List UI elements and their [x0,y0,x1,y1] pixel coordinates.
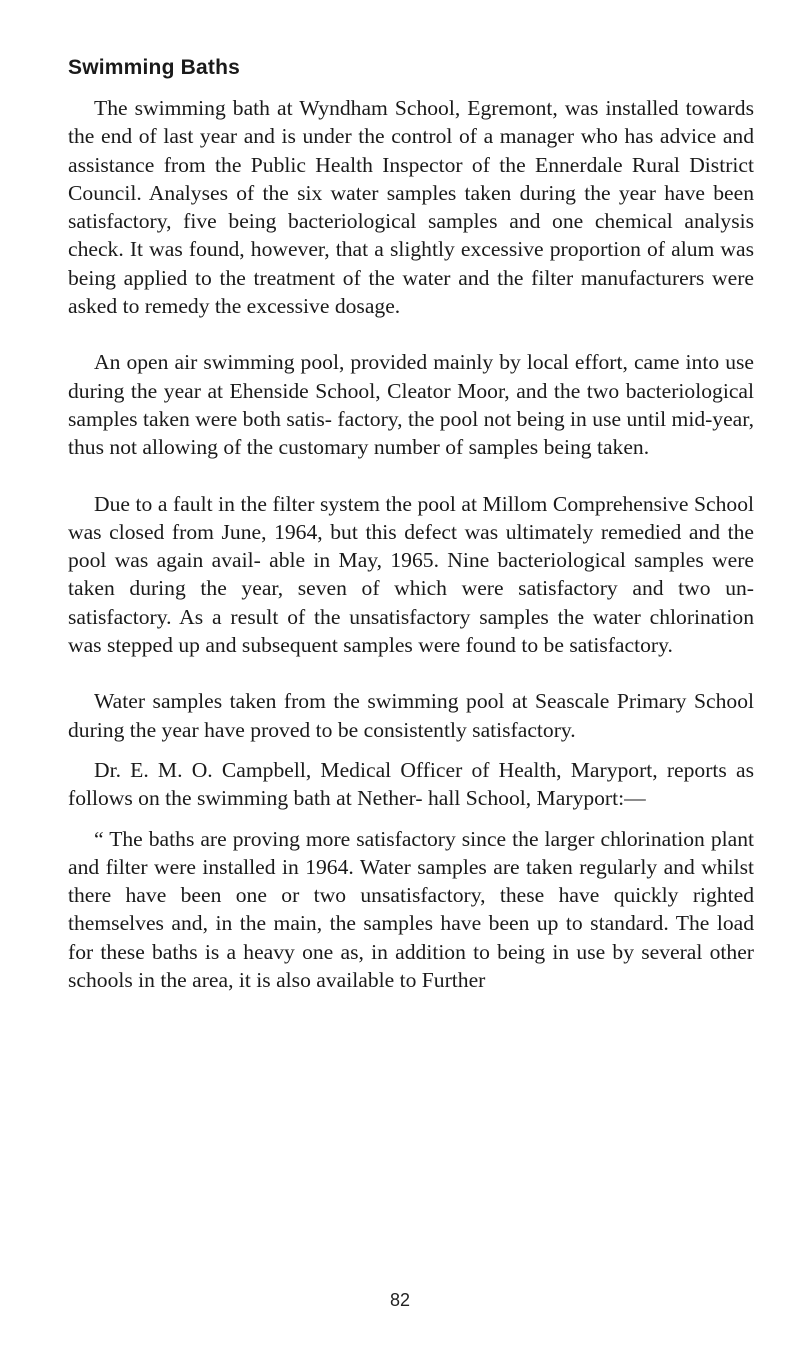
paragraph-quote: “ The baths are proving more satisfactory since the larger chlorination plant and filter were installed in 1964. Water samples are taken regularly and whilst there have been one or two unsatisfactory, these have quickly righted themselves and, in the main, the samples have been up to standard. The load for these baths is a heavy one as, in addition to being in use by several other schools in the area, it is also available to Further [68,826,754,993]
paragraph-ehenside: An open air swimming pool, provided mainly by local effort, came into use during the year at Ehenside School, Cleator Moor, and the two bacteriological samples taken were both satis- factory, the pool not being in use until mid-year, thus not allowing of the customary number of samples being taken. [68,350,754,460]
document-page [68,56,754,1022]
page-number: 82 [389,1290,411,1310]
paragraph-millom: Due to a fault in the filter system the pool at Millom Comprehensive School was closed from June, 1964, but this defect was ultimately remedied and the pool was again avail- able in May, 1965. Nine bacteriological samples were taken during the year, seven of which were satisfactory and two un- satisfactory. As a result of the unsatisfactory samples the water chlorination was stepped up and subsequent samples were found to be satisfactory. [68,491,754,658]
section-heading: Swimming Baths [68,56,240,79]
paragraph-wyndham: The swimming bath at Wyndham School, Egremont, was installed towards the end of last year and is under the control of a manager who has advice and assistance from the Public Health Inspector of the Ennerdale Rural District Council. Analyses of the six water samples taken during the year have been satisfactory, five being bacteriological samples and one chemical analysis check. It was found, however, that a slightly excessive proportion of alum was being applied to the treatment of the water and the filter manufacturers were asked to remedy the excessive dosage. [68,96,754,319]
paragraph-campbell: Dr. E. M. O. Campbell, Medical Officer of Health, Maryport, reports as follows on the swimming bath at Nether- hall School, Maryport:— [68,757,754,811]
paragraph-seascale: Water samples taken from the swimming pool at Seascale Primary School during the year have proved to be consistently satisfactory. [68,689,754,742]
